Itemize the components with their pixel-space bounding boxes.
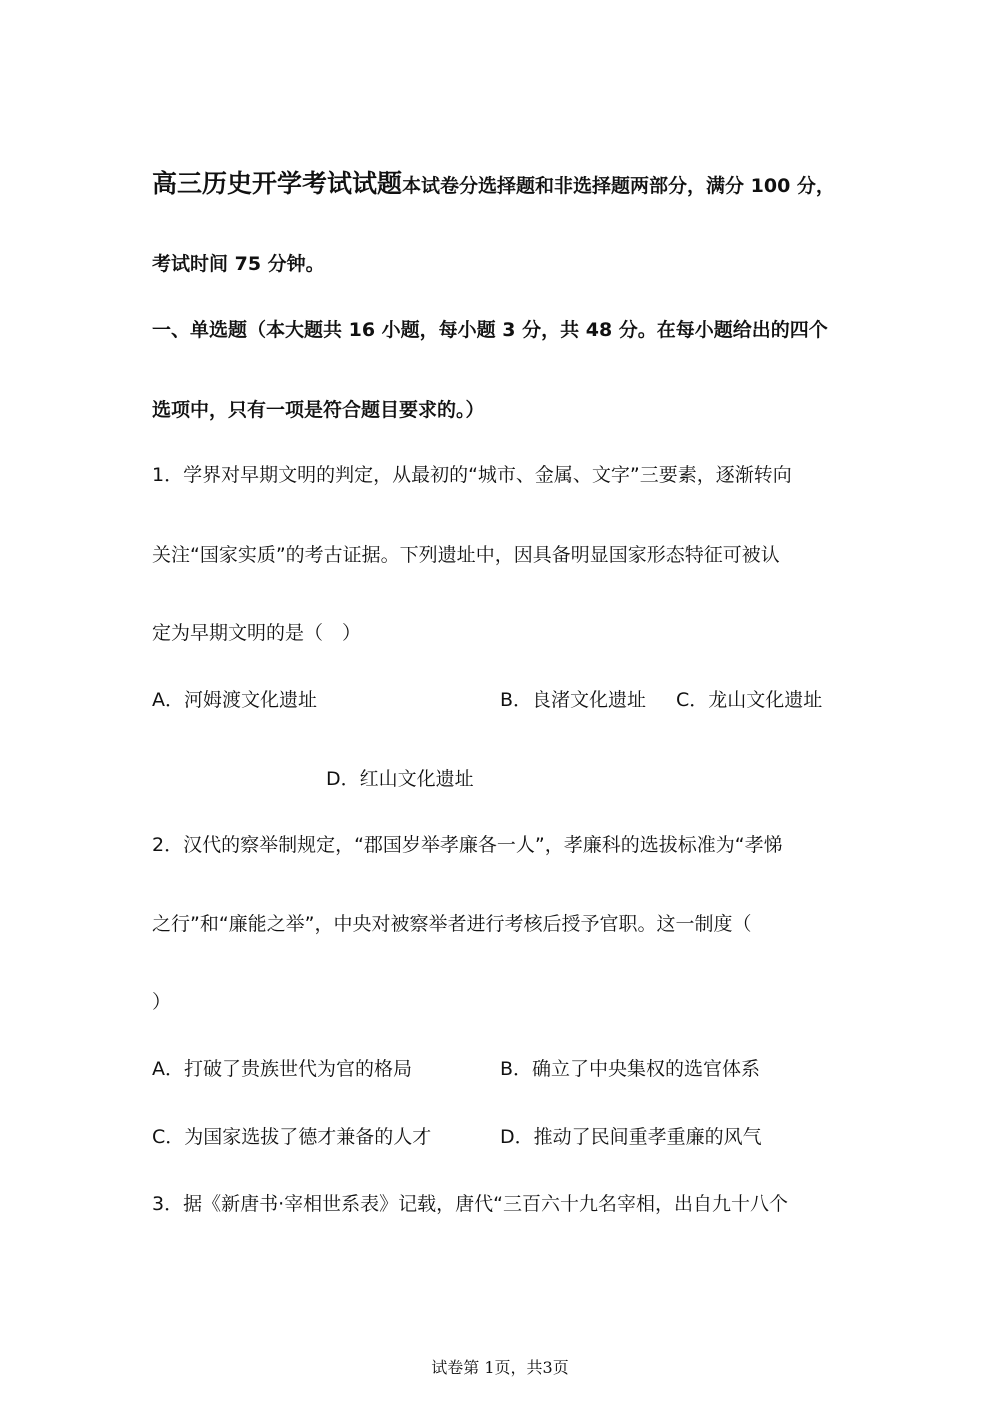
question-2-line-2: 之行”和“廉能之举”，中央对被察举者进行考核后授予官职。这一制度（ (152, 913, 752, 935)
section-heading: 一、单选题（本大题共 16 小题，每小题 3 分，共 48 分。在每小题给出的四个 (152, 319, 828, 341)
page-footer: 试卷第 1页，共3页 (431, 1358, 569, 1377)
question-3-line-1: 3．据《新唐书·宰相世系表》记载，唐代“三百六十九名宰相，出自九十八个 (152, 1193, 788, 1215)
question-1-option-a: A．河姆渡文化遗址 (152, 689, 317, 711)
question-1-option-d: D．红山文化遗址 (326, 768, 474, 790)
question-1-option-b: B．良渚文化遗址 (500, 689, 647, 711)
question-1-line-1: 1．学界对早期文明的判定，从最初的“城市、金属、文字”三要素，逐渐转向 (152, 464, 792, 486)
question-2-option-c: C．为国家选拔了德才兼备的人才 (152, 1126, 432, 1148)
exam-intro: 本试卷分选择题和非选择题两部分，满分 100 分， (402, 175, 835, 197)
question-2-option-a: A．打破了贵族世代为官的格局 (152, 1058, 412, 1080)
question-2-line-3: ） (152, 991, 172, 1013)
question-2-option-b: B．确立了中央集权的选官体系 (500, 1058, 761, 1080)
question-1-line-2: 关注“国家实质”的考古证据。下列遗址中，因具备明显国家形态特征可被认 (152, 544, 780, 566)
question-2-option-d: D．推动了民间重孝重廉的风气 (500, 1126, 762, 1148)
title-line (152, 169, 835, 198)
question-2-line-1: 2．汉代的察举制规定，“郡国岁举孝廉各一人”，孝廉科的选拔标准为“孝悌 (152, 834, 783, 856)
question-1-line-3: 定为早期文明的是（ ） (152, 622, 362, 644)
page-title: 高三历史开学考试试题 (152, 169, 403, 198)
question-1-option-c: C．龙山文化遗址 (676, 689, 823, 711)
exam-intro-line2: 考试时间 75 分钟。 (152, 253, 325, 275)
section-heading-line2: 选项中，只有一项是符合题目要求的。） (152, 399, 485, 421)
